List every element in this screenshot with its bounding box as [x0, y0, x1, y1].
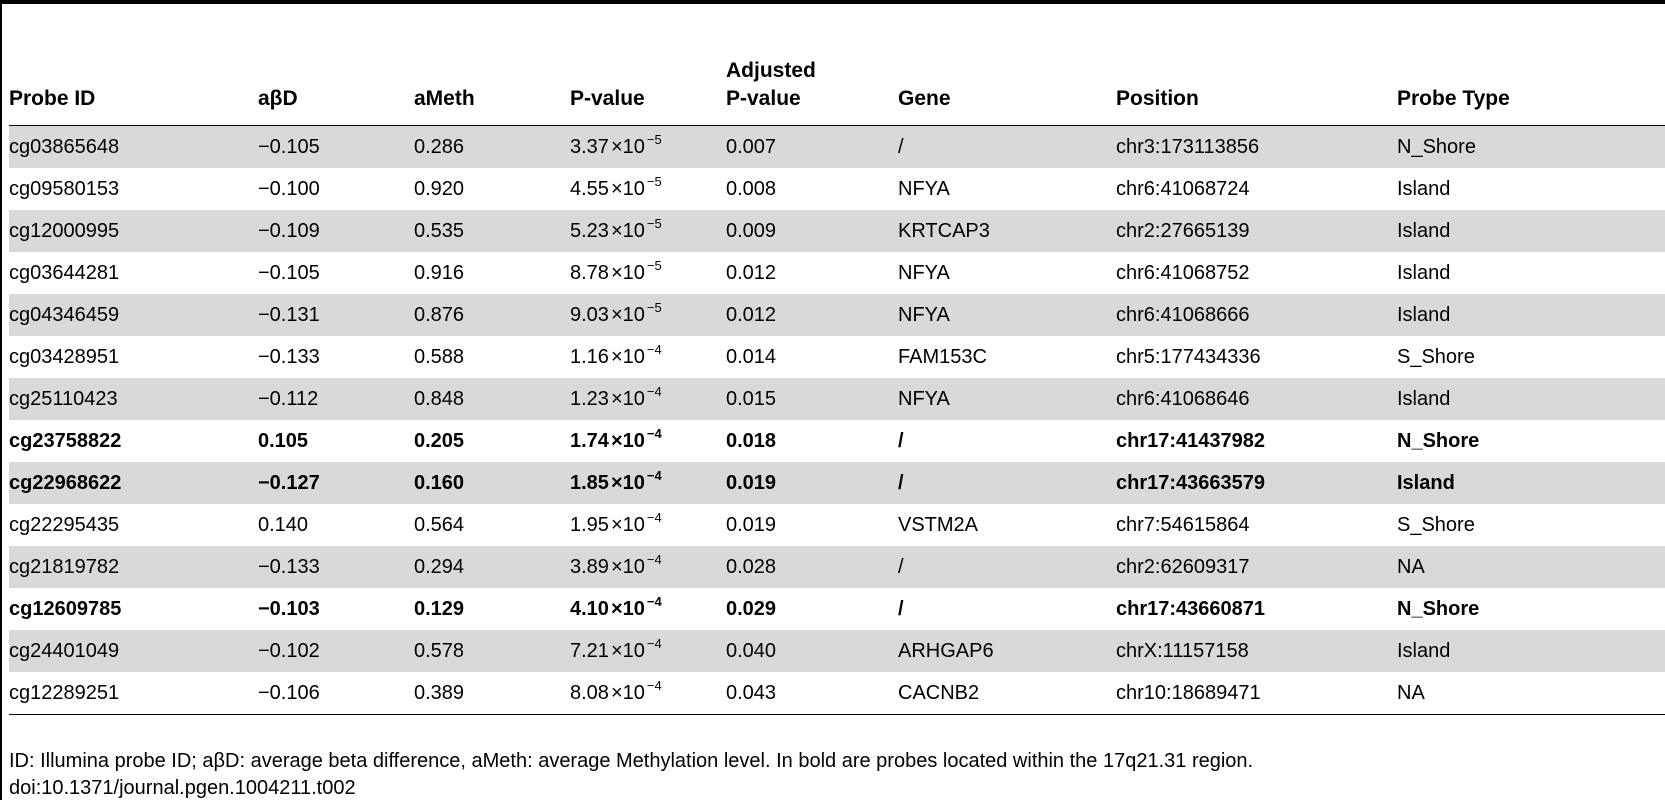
adjusted-p-value-cell: 0.015	[726, 378, 898, 420]
p-value-exponent: −4	[646, 635, 662, 651]
ameth-cell: 0.876	[414, 294, 570, 336]
probe-id-cell: cg12609785	[9, 597, 122, 620]
abd-cell: −0.105	[258, 126, 414, 169]
p-value-exponent: −4	[646, 593, 662, 609]
probe-type-cell: Island	[1397, 630, 1665, 672]
p-value-mantissa: 1.74	[570, 429, 609, 452]
probe-type-cell: Island	[1397, 261, 1451, 284]
probe-type-cell: Island	[1397, 210, 1665, 252]
probe-id-cell: cg09580153	[9, 177, 120, 200]
adjusted-p-value-cell: 0.018	[726, 429, 777, 452]
p-value-cell	[570, 126, 726, 169]
probe-id-cell: cg22968622	[9, 462, 258, 504]
abd-cell: −0.133	[258, 345, 320, 368]
p-value-cell	[570, 378, 726, 420]
p-value-exponent: −5	[646, 257, 662, 273]
times-ten-symbol: ×10	[610, 219, 645, 242]
abd-cell: −0.102	[258, 630, 414, 672]
abd-cell: −0.105	[258, 261, 320, 284]
table-row	[9, 378, 1665, 420]
p-value-exponent: −4	[646, 383, 662, 399]
table-row	[9, 630, 1665, 672]
p-value-cell	[570, 630, 726, 672]
probe-type-cell: Island	[1397, 378, 1665, 420]
left-rule	[0, 0, 2, 800]
p-value-cell	[570, 252, 726, 294]
gene-cell: CACNB2	[898, 672, 1116, 715]
adjusted-p-value-cell: 0.007	[726, 126, 898, 169]
p-value-cell	[570, 462, 726, 504]
table-row	[9, 672, 1665, 715]
times-ten-symbol: ×10	[610, 597, 645, 620]
probe-type-cell: NA	[1397, 672, 1665, 715]
ameth-cell: 0.920	[414, 177, 465, 200]
position-cell: chr17:43663579	[1116, 462, 1397, 504]
adjusted-p-value-cell: 0.028	[726, 546, 898, 588]
adjusted-p-value-cell: 0.043	[726, 672, 898, 715]
table-row	[9, 336, 1665, 378]
probe-id-cell: cg25110423	[9, 378, 258, 420]
position-cell: chr2:27665139	[1116, 210, 1397, 252]
adjusted-p-value-cell: 0.029	[726, 597, 777, 620]
times-ten-symbol: ×10	[610, 261, 645, 284]
abd-cell: −0.109	[258, 210, 414, 252]
ameth-cell: 0.205	[414, 429, 465, 452]
column-header: Probe ID	[9, 44, 258, 126]
probe-id-cell: cg03428951	[9, 345, 120, 368]
ameth-cell: 0.848	[414, 378, 570, 420]
p-value-cell	[570, 294, 726, 336]
abd-cell: 0.140	[258, 513, 309, 536]
ameth-cell: 0.286	[414, 126, 570, 169]
probe-id-cell: cg24401049	[9, 630, 258, 672]
position-cell: chr6:41068752	[1116, 261, 1250, 284]
gene-cell: /	[898, 126, 1116, 169]
gene-cell: FAM153C	[898, 345, 987, 368]
times-ten-symbol: ×10	[610, 345, 645, 368]
p-value-cell	[570, 420, 726, 462]
adjusted-p-value-cell: 0.019	[726, 462, 898, 504]
p-value-mantissa: 1.23	[570, 387, 609, 410]
table-row	[9, 588, 1665, 630]
position-cell: chr3:173113856	[1116, 126, 1397, 169]
gene-cell: ARHGAP6	[898, 630, 1116, 672]
ameth-cell: 0.588	[414, 345, 465, 368]
position-cell: chr5:177434336	[1116, 345, 1261, 368]
p-value-cell	[570, 672, 726, 715]
times-ten-symbol: ×10	[610, 513, 645, 536]
gene-cell: VSTM2A	[898, 513, 979, 536]
table-doi: doi:10.1371/journal.pgen.1004211.t002	[9, 777, 356, 799]
p-value-mantissa: 8.08	[570, 681, 609, 704]
ameth-cell: 0.535	[414, 210, 570, 252]
table-row	[9, 168, 1665, 210]
table-row	[9, 504, 1665, 546]
p-value-exponent: −5	[646, 173, 662, 189]
p-value-exponent: −5	[646, 299, 662, 315]
p-value-mantissa: 1.85	[570, 471, 609, 494]
position-cell: chr6:41068646	[1116, 378, 1397, 420]
ameth-cell: 0.564	[414, 513, 465, 536]
gene-cell: NFYA	[898, 378, 1116, 420]
gene-cell: /	[898, 546, 1116, 588]
p-value-exponent: −4	[646, 551, 662, 567]
position-cell: chr6:41068666	[1116, 294, 1397, 336]
p-value-cell	[570, 504, 726, 546]
table-row	[9, 126, 1665, 169]
probe-type-cell: N_Shore	[1397, 429, 1480, 452]
probe-type-cell: N_Shore	[1397, 126, 1665, 169]
table-row	[9, 252, 1665, 294]
times-ten-symbol: ×10	[610, 639, 645, 662]
probe-id-cell: cg03644281	[9, 261, 120, 284]
probe-id-cell: cg22295435	[9, 513, 120, 536]
probe-type-cell: Island	[1397, 294, 1665, 336]
ameth-cell: 0.294	[414, 546, 570, 588]
column-header: Position	[1116, 44, 1397, 126]
table-body	[9, 126, 1665, 715]
gene-cell: /	[898, 462, 1116, 504]
position-cell: chr10:18689471	[1116, 672, 1397, 715]
top-rule	[0, 0, 1665, 4]
abd-cell: −0.133	[258, 546, 414, 588]
p-value-mantissa: 4.10	[570, 597, 609, 620]
times-ten-symbol: ×10	[610, 303, 645, 326]
column-header: Probe Type	[1397, 44, 1665, 126]
p-value-cell	[570, 588, 726, 630]
p-value-mantissa: 9.03	[570, 303, 609, 326]
p-value-mantissa: 4.55	[570, 177, 609, 200]
table-footnote: ID: Illumina probe ID; aβD: average beta difference, aMeth: average Methylation level. In bold are probes located within the 17q21.31 region.	[9, 750, 1254, 772]
column-header: P-value	[570, 44, 726, 126]
p-value-cell	[570, 168, 726, 210]
times-ten-symbol: ×10	[610, 177, 645, 200]
p-value-mantissa: 3.89	[570, 555, 609, 578]
adjusted-p-value-cell: 0.008	[726, 177, 777, 200]
ameth-cell: 0.389	[414, 672, 570, 715]
p-value-exponent: −4	[646, 425, 662, 441]
probe-type-cell: N_Shore	[1397, 597, 1480, 620]
probe-id-cell: cg12000995	[9, 210, 258, 252]
gene-cell: /	[898, 597, 904, 620]
adjusted-p-value-cell: 0.009	[726, 210, 898, 252]
abd-cell: −0.103	[258, 597, 320, 620]
p-value-cell	[570, 336, 726, 378]
probe-id-cell: cg03865648	[9, 126, 258, 169]
ameth-cell: 0.129	[414, 597, 465, 620]
p-value-mantissa: 7.21	[570, 639, 609, 662]
table-row	[9, 210, 1665, 252]
probe-type-cell: Island	[1397, 462, 1665, 504]
p-value-exponent: −5	[646, 131, 662, 147]
gene-cell: NFYA	[898, 177, 950, 200]
p-value-exponent: −4	[646, 341, 662, 357]
adjusted-p-value-cell: 0.040	[726, 630, 898, 672]
times-ten-symbol: ×10	[610, 135, 645, 158]
position-cell: chr7:54615864	[1116, 513, 1250, 536]
gene-cell: NFYA	[898, 294, 1116, 336]
table-row	[9, 462, 1665, 504]
p-value-mantissa: 3.37	[570, 135, 609, 158]
times-ten-symbol: ×10	[610, 387, 645, 410]
probe-id-cell: cg21819782	[9, 546, 258, 588]
position-cell: chr6:41068724	[1116, 177, 1250, 200]
p-value-mantissa: 1.95	[570, 513, 609, 536]
abd-cell: −0.127	[258, 462, 414, 504]
probe-id-cell: cg04346459	[9, 294, 258, 336]
p-value-exponent: −4	[646, 677, 662, 693]
table-row	[9, 546, 1665, 588]
adjusted-p-value-cell: 0.019	[726, 513, 777, 536]
p-value-cell	[570, 210, 726, 252]
position-cell: chr17:41437982	[1116, 429, 1266, 452]
abd-cell: 0.105	[258, 429, 309, 452]
abd-cell: −0.100	[258, 177, 320, 200]
p-value-mantissa: 1.16	[570, 345, 609, 368]
abd-cell: −0.112	[258, 378, 414, 420]
column-header: Gene	[898, 44, 1116, 126]
times-ten-symbol: ×10	[610, 681, 645, 704]
ameth-cell: 0.160	[414, 462, 570, 504]
adjusted-p-value-cell: 0.012	[726, 294, 898, 336]
position-cell: chrX:11157158	[1116, 630, 1397, 672]
table-row	[9, 420, 1665, 462]
times-ten-symbol: ×10	[610, 429, 645, 452]
ameth-cell: 0.578	[414, 630, 570, 672]
times-ten-symbol: ×10	[610, 555, 645, 578]
header-row	[9, 44, 1665, 126]
ameth-cell: 0.916	[414, 261, 465, 284]
probe-type-cell: NA	[1397, 546, 1665, 588]
p-value-exponent: −5	[646, 215, 662, 231]
gene-cell: NFYA	[898, 261, 950, 284]
gene-cell: /	[898, 429, 904, 452]
column-header: aβD	[258, 44, 414, 126]
p-value-mantissa: 8.78	[570, 261, 609, 284]
methylation-table	[9, 44, 1665, 715]
p-value-cell	[570, 546, 726, 588]
position-cell: chr2:62609317	[1116, 546, 1397, 588]
table-row	[9, 294, 1665, 336]
probe-id-cell: cg12289251	[9, 672, 258, 715]
column-header: aMeth	[414, 44, 570, 126]
column-header: Adjusted P-value	[726, 44, 898, 126]
abd-cell: −0.131	[258, 294, 414, 336]
position-cell: chr17:43660871	[1116, 597, 1266, 620]
probe-id-cell: cg23758822	[9, 429, 122, 452]
probe-type-cell: S_Shore	[1397, 513, 1475, 536]
p-value-mantissa: 5.23	[570, 219, 609, 242]
p-value-exponent: −4	[646, 467, 662, 483]
probe-type-cell: S_Shore	[1397, 345, 1475, 368]
gene-cell: KRTCAP3	[898, 210, 1116, 252]
adjusted-p-value-cell: 0.014	[726, 345, 777, 368]
times-ten-symbol: ×10	[610, 471, 645, 494]
probe-type-cell: Island	[1397, 177, 1451, 200]
adjusted-p-value-cell: 0.012	[726, 261, 777, 284]
abd-cell: −0.106	[258, 672, 414, 715]
p-value-exponent: −4	[646, 509, 662, 525]
